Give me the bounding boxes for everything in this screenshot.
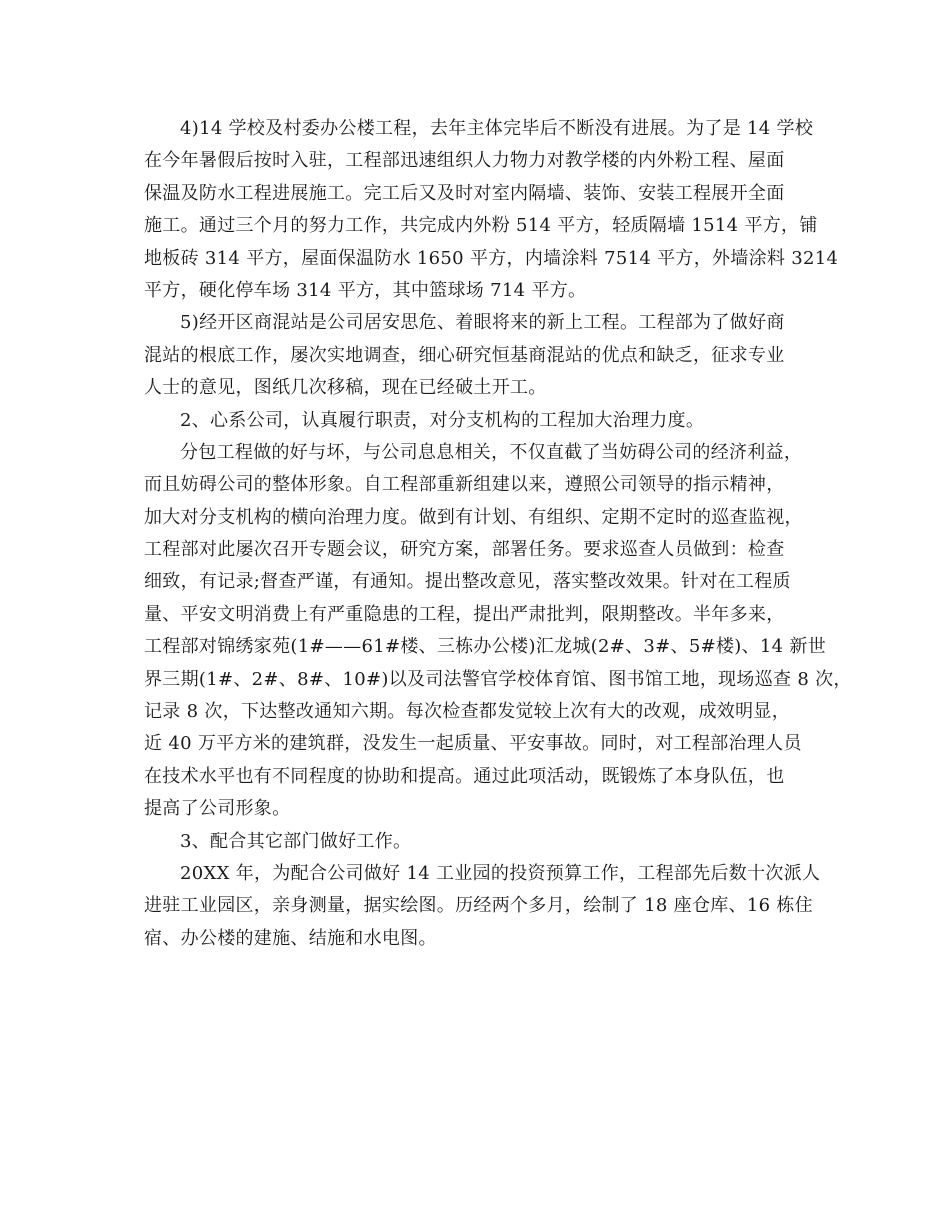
document-body — [144, 113, 852, 955]
text-line: 界三期(1#、2#、8#、10#)以及司法警官学校体育馆、图书馆工地，现场巡查 8 次， — [144, 668, 852, 690]
text-line: 记录 8 次，下达整改通知六期。每次检查都发觉较上次有大的改观，成效明显， — [144, 701, 790, 723]
text-line: 施工。通过三个月的努力工作，共完成内外粉 514 平方，轻质隔墙 1514 平方，铺 — [144, 215, 818, 237]
text-line: 5)经开区商混站是公司居安思危、着眼将来的新上工程。工程部为了做好商 — [180, 312, 785, 334]
text-line: 宿、办公楼的建施、结施和水电图。 — [144, 927, 437, 949]
text-line: 平方，硬化停车场 314 平方，其中篮球场 714 平方。 — [144, 279, 587, 301]
text-line: 在技术水平也有不同程度的协助和提高。通过此项活动，既锻炼了本身队伍，也 — [144, 765, 785, 787]
text-line: 地板砖 314 平方，屋面保温防水 1650 平方，内墙涂料 7514 平方，外墙涂料 3214 — [144, 247, 839, 269]
text-line: 提高了公司形象。 — [144, 798, 291, 820]
text-line: 保温及防水工程进展施工。完工后又及时对室内隔墙、装饰、安装工程展开全面 — [144, 182, 785, 204]
text-line: 4)14 学校及村委办公楼工程，去年主体完毕后不断没有进展。为了是 14 学校 — [180, 118, 814, 139]
text-line: 在今年暑假后按时入驻，工程部迅速组织人力物力对教学楼的内外粉工程、屋面 — [144, 150, 785, 172]
text-line: 混站的根底工作，屡次实地调查，细心研究恒基商混站的优点和缺乏，征求专业 — [144, 344, 785, 366]
text-line: 加大对分支机构的横向治理力度。做到有计划、有组织、定期不定时的巡查监视， — [144, 506, 803, 528]
text-line: 近 40 万平方米的建筑群，没发生一起质量、平安事故。同时，对工程部治理人员 — [144, 733, 802, 755]
text-line: 2、心系公司，认真履行职责，对分支机构的工程加大治理力度。 — [180, 409, 705, 431]
text-line: 量、平安文明消费上有严重隐患的工程，提出严肃批判，限期整改。半年多来， — [144, 603, 785, 625]
text-line: 分包工程做的好与坏，与公司息息相关，不仅直截了当妨碍公司的经济利益， — [180, 441, 803, 463]
text-line: 20XX 年，为配合公司做好 14 工业园的投资预算工作，工程部先后数十次派人 — [180, 862, 821, 884]
text-line: 进驻工业园区，亲身测量，据实绘图。历经两个多月，绘制了 18 座仓库、16 栋住 — [144, 895, 813, 917]
text-line: 人士的意见，图纸几次移稿，现在已经破土开工。 — [144, 377, 547, 399]
text-line: 细致，有记录;督查严谨，有通知。提出整改意见，落实整改效果。针对在工程质 — [144, 571, 791, 593]
text-line: 工程部对锦绣家苑(1#——61#楼、三栋办公楼)汇龙城(2#、3#、5#楼)、14 新世 — [144, 636, 827, 658]
text-line: 3、配合其它部门做好工作。 — [180, 830, 412, 852]
text-line: 工程部对此屡次召开专题会议，研究方案，部署任务。要求巡查人员做到：检查 — [144, 539, 785, 561]
text-line: 而且妨碍公司的整体形象。自工程部重新组建以来，遵照公司领导的指示精神， — [144, 474, 785, 496]
